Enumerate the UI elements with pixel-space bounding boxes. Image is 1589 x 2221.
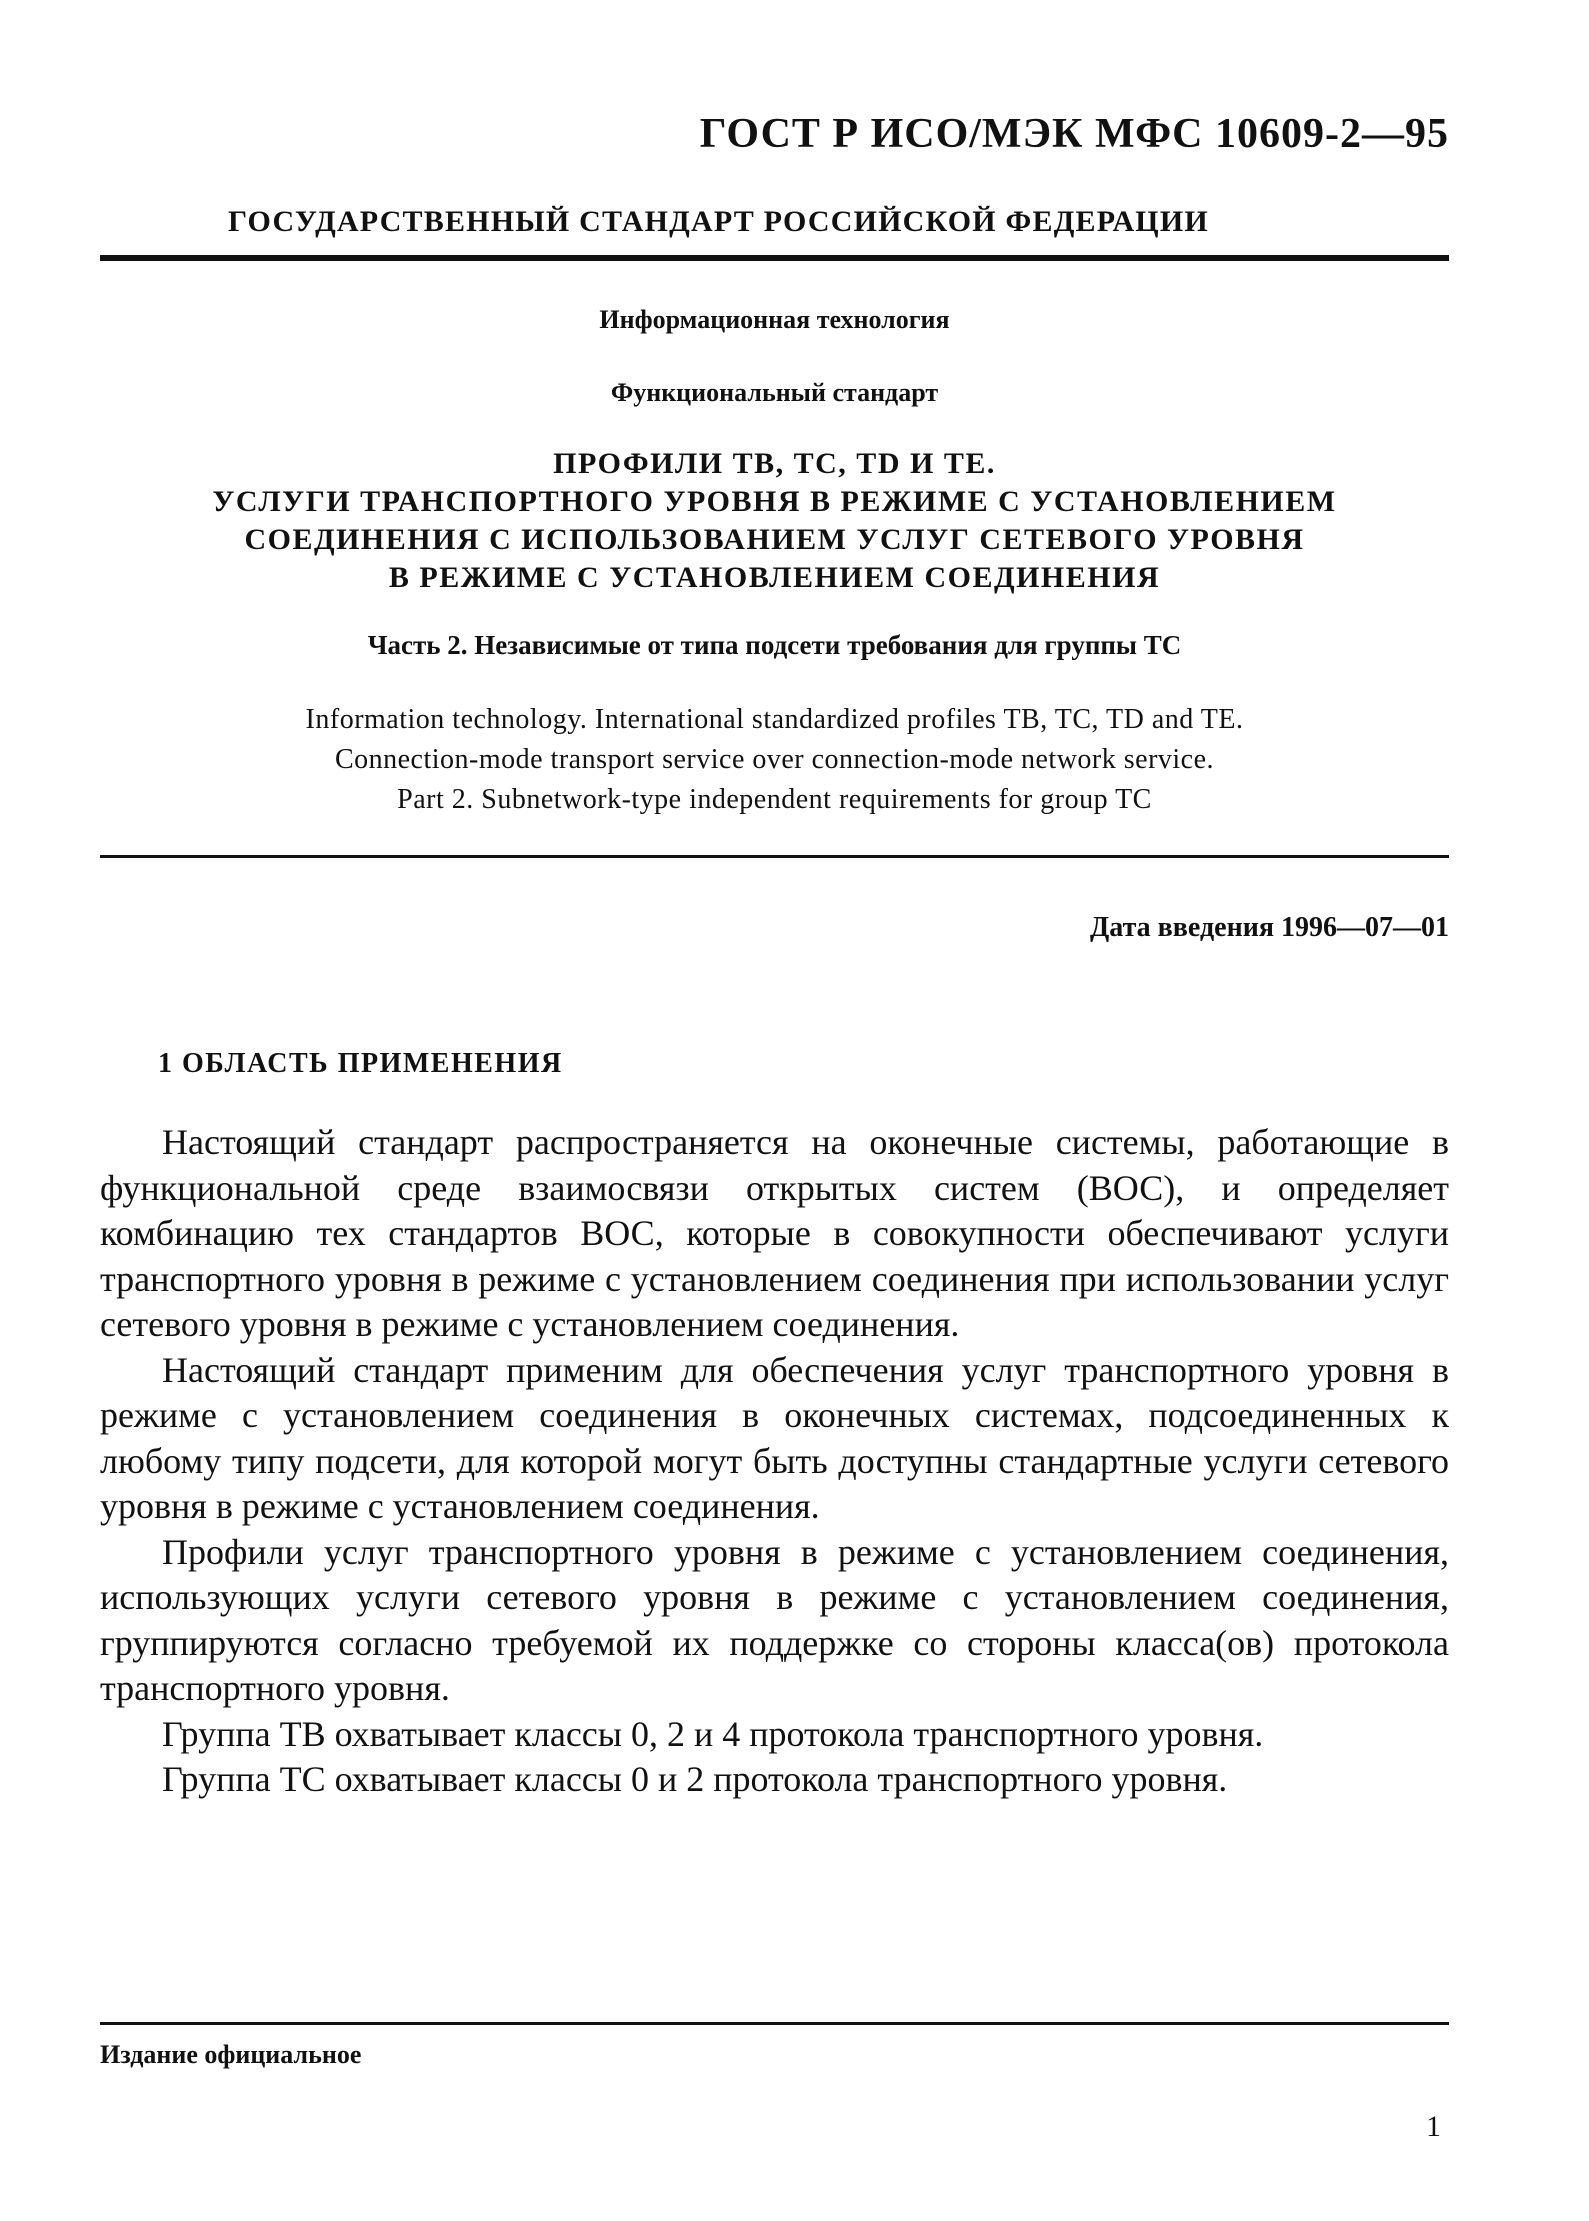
- english-title-line: Part 2. Subnetwork-type independent requirements for group TC: [397, 784, 1152, 815]
- main-title-line: В РЕЖИМЕ С УСТАНОВЛЕНИЕМ СОЕДИНЕНИЯ: [388, 561, 1161, 594]
- body-paragraph: Настоящий стандарт распространяется на оконечные системы, работающие в функциональной среде взаимосвязи открытых систем (ВОС), и определяет комбинацию тех стандартов ВОС, которые в совокупности обеспечивают услуги транспортного уровня в режиме с установлением соединения при использовании услуг сетевого уровня в режиме с установлением соединения.: [100, 1122, 1449, 1344]
- main-title-line: УСЛУГИ ТРАНСПОРТНОГО УРОВНЯ В РЕЖИМЕ С УСТАНОВЛЕНИЕМ: [212, 485, 1337, 518]
- section-heading: 1 ОБЛАСТЬ ПРИМЕНЕНИЯ: [158, 1048, 563, 1079]
- header-divider: [100, 255, 1449, 261]
- intro-date: Дата введения 1996—07—01: [1090, 912, 1449, 943]
- standard-kind-subtitle: Функциональный стандарт: [610, 378, 939, 407]
- english-title-line: Connection-mode transport service over connection-mode network service.: [334, 744, 1215, 775]
- title-divider: [100, 855, 1449, 858]
- body-paragraph: Группа ТВ охватывает классы 0, 2 и 4 протокола транспортного уровня.: [162, 1713, 1264, 1754]
- field-subtitle: Информационная технология: [599, 305, 950, 334]
- section-body: [100, 1120, 1449, 1803]
- english-title-line: Information technology. International standardized profiles TB, TC, TD and TE.: [305, 704, 1244, 735]
- body-paragraph: Группа ТС охватывает классы 0 и 2 протокола транспортного уровня.: [162, 1759, 1228, 1799]
- state-standard-title: ГОСУДАРСТВЕННЫЙ СТАНДАРТ РОССИЙСКОЙ ФЕДЕРАЦИИ: [228, 205, 1209, 238]
- main-title: [100, 445, 1449, 597]
- edition-note: Издание официальное: [100, 2040, 362, 2069]
- main-title-line: ПРОФИЛИ ТВ, ТС, TD И ТЕ.: [553, 447, 996, 480]
- standard-code: ГОСТ Р ИСО/МЭК МФС 10609-2—95: [699, 111, 1449, 157]
- main-title-line: СОЕДИНЕНИЯ С ИСПОЛЬЗОВАНИЕМ УСЛУГ СЕТЕВОГО УРОВНЯ: [244, 523, 1305, 556]
- page-number: 1: [1426, 2110, 1441, 2143]
- part-title: Часть 2. Независимые от типа подсети требования для группы ТС: [367, 630, 1182, 660]
- body-paragraph: Профили услуг транспортного уровня в режиме с установлением соединения, использующих услуги сетевого уровня в режиме с установлением соединения, группируются согласно требуемой их поддержке со стороны класса(ов) протокола транспортного уровня.: [100, 1531, 1449, 1708]
- body-paragraph: Настоящий стандарт применим для обеспечения услуг транспортного уровня в режиме с установлением соединения в оконечных системах, подсоединенных к любому типу подсети, для которой могут быть доступны стандартные услуги сетевого уровня в режиме с установлением соединения.: [100, 1349, 1449, 1526]
- footer-divider: [100, 2022, 1449, 2025]
- english-title: [100, 700, 1449, 820]
